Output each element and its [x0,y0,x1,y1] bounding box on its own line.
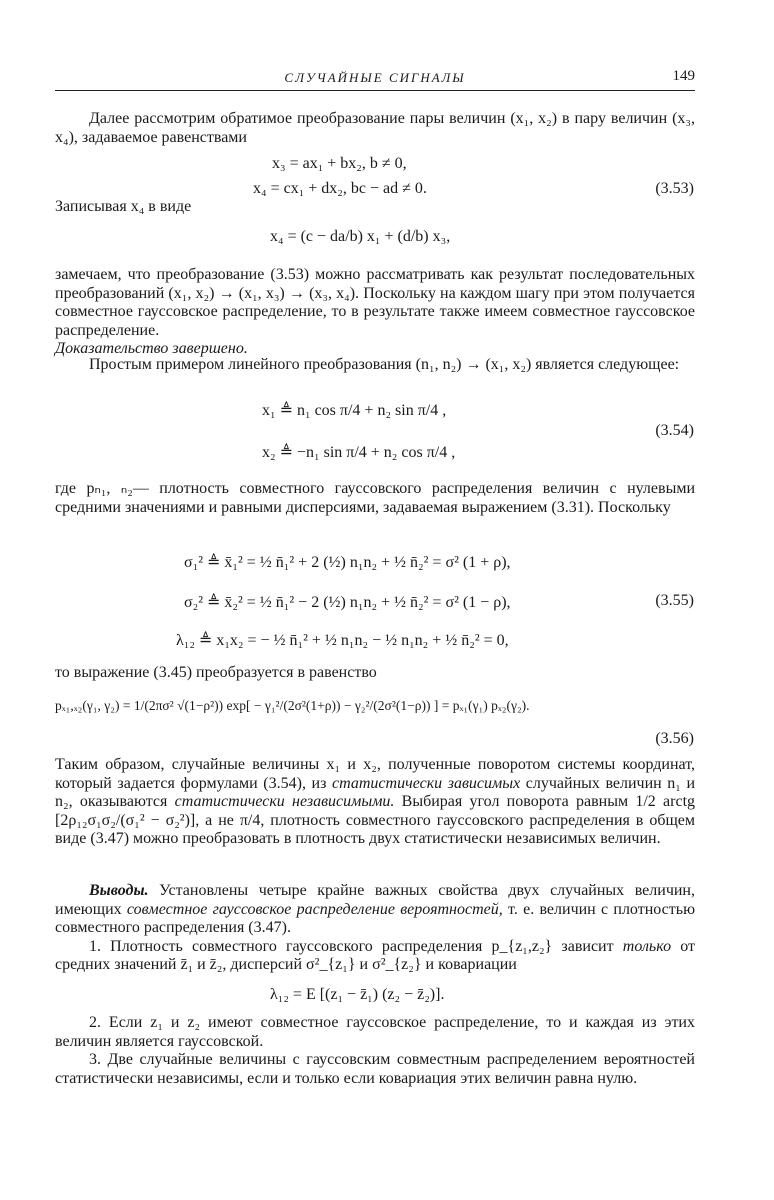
equation-3-55-line-1: σ₁² ≜ x̄₁² = ½ n̄₁² + 2 (½) n₁n₂ + ½ n̄₂² = σ² (1 + ρ), [184,554,511,571]
equation-3-53-line-2: x₄ = cx₁ + dx₂, bc − ad ≠ 0. [253,180,427,197]
paragraph-conclusions [55,882,695,975]
paragraph-3 [55,266,695,359]
paragraph-7-part-b: случайных величин n₁ и n₂, оказываются [55,774,696,811]
conclusions-text [55,882,695,938]
item-2-text: 2. Если z₁ и z₂ имеют совместное гауссовское распределение, то и каждая из этих величин является гауссовской. [55,1014,695,1050]
paragraph-5-text: где pₙ₁, ₙ₂— плотность совместного гауссовского распределения величин с нулевыми средними значениями и равными дисперсиями, задаваемая выражением (3.31). Поскольку [55,480,695,516]
paragraph-6 [55,664,695,683]
equation-number-3-54: (3.54) [655,422,694,439]
conclusions-part-b: т. е. величин с плотностью совместного распределения (3.47). [55,900,696,937]
emphasis-independent: статистически независимыми. [174,793,395,811]
paragraph-3-text: замечаем, что преобразование (3.53) можно рассматривать как результат последовательных преобразований (x₁, x₂) → (x₁, x₃) → (x₃, x₄). Поскольку на каждом шагу при этом получается совместное гауссовское распределение, то в результате также имеем совместное гауссовское распределение. [55,266,695,339]
equation-3-54-line-2: x₂ ≜ −n₁ sin π/4 + n₂ cos π/4 , [262,444,456,461]
emphasis-dependent: статистически зависимых [332,774,521,792]
proof-complete-text: Доказательство завершено. [55,340,248,358]
running-title: СЛУЧАЙНЫЕ СИГНАЛЫ [284,70,466,85]
item-3-text: 3. Две случайные величины с гауссовским совместным распределением вероятностей статистически независимы, если и только если ковариация этих величин равна нулю. [55,1051,695,1087]
equation-3-54-line-1: x₁ ≜ n₁ cos π/4 + n₂ sin π/4 , [262,402,447,419]
item-1-text [55,938,695,975]
paragraph-7-part-c: Выбирая угол поворота равным 1/2 arctg [2ρ₁₂σ₁σ₂/(σ₁² − σ₂²)], а не π/4, плотность совместного гауссовского распределения в общем виде (3.47) можно преобразовать в плотность двух статистически независимых величин. [55,793,696,848]
equation-3-53-line-1: x₃ = ax₁ + bx₂, b ≠ 0, [272,155,407,172]
paragraph-1 [55,110,695,147]
paragraph-7-part-a: Таким образом, случайные величины x₁ и x₂, полученные поворотом системы координат, который задается формулами (3.54), из [55,756,695,792]
paragraph-6-text: то выражение (3.45) преобразуется в равенство [55,664,377,681]
conclusions-lead: Выводы. [89,882,149,899]
paragraph-1-text: Далее рассмотрим обратимое преобразование пары величин (x₁, x₂) в пару величин (x₃, x₄), задаваемое равенствами [55,110,695,146]
equation-3-56: pₓ₁,ₓ₂(γ₁, γ₂) = 1/(2πσ² √(1−ρ²)) exp[ − γ₁²/(2σ²(1+ρ)) − γ₂²/(2σ²(1−ρ)) ] = pₓ₁(γ₁) pₓ₂(γ₂). [55,698,530,713]
paragraph-items [55,1014,695,1088]
emphasis-joint-gaussian: совместное гауссовское распределение вероятностей, [126,900,503,918]
equation-number-3-53: (3.53) [655,180,694,197]
paragraph-2 [55,198,695,217]
equation-covariance: λ₁₂ = E [(z₁ − z̄₁) (z₂ − z̄₂)]. [270,986,445,1003]
paragraph-7-text [55,756,695,849]
equation-number-3-55: (3.55) [655,592,694,609]
conclusions-part-a: Установлены четыре крайне важных свойства двух случайных величин, имеющих [55,882,695,918]
paragraph-4 [55,356,695,375]
item-1-part-b: от средних значений z̄₁ и z̄₂, дисперсий σ²_{z₁} и σ²_{z₂} и ковариации [55,937,696,974]
equation-3-55-line-3: λ₁₂ ≜ x₁x₂ = − ½ n̄₁² + ½ n₁n₂ − ½ n₁n₂ + ½ n̄₂² = 0, [176,632,509,649]
paragraph-2-text: Записывая x₄ в виде [55,198,192,215]
page-number: 149 [672,68,695,84]
paragraph-5 [55,480,695,517]
paragraph-7 [55,756,695,849]
item-1-part-a: 1. Плотность совместного гауссовского распределения p_{z₁,z₂} зависит [89,937,614,955]
equation-x4: x₄ = (c − da/b) x₁ + (d/b) x₃, [270,228,451,245]
running-header [55,68,695,90]
header-rule [55,90,695,91]
emphasis-only: только [622,937,672,955]
equation-number-3-56: (3.56) [655,730,694,747]
paragraph-4-text: Простым примером линейного преобразования (n₁, n₂) → (x₁, x₂) является следующее: [89,356,680,373]
equation-3-55-line-2: σ₂² ≜ x̄₂² = ½ n̄₁² − 2 (½) n₁n₂ + ½ n̄₂² = σ² (1 − ρ), [184,594,511,611]
